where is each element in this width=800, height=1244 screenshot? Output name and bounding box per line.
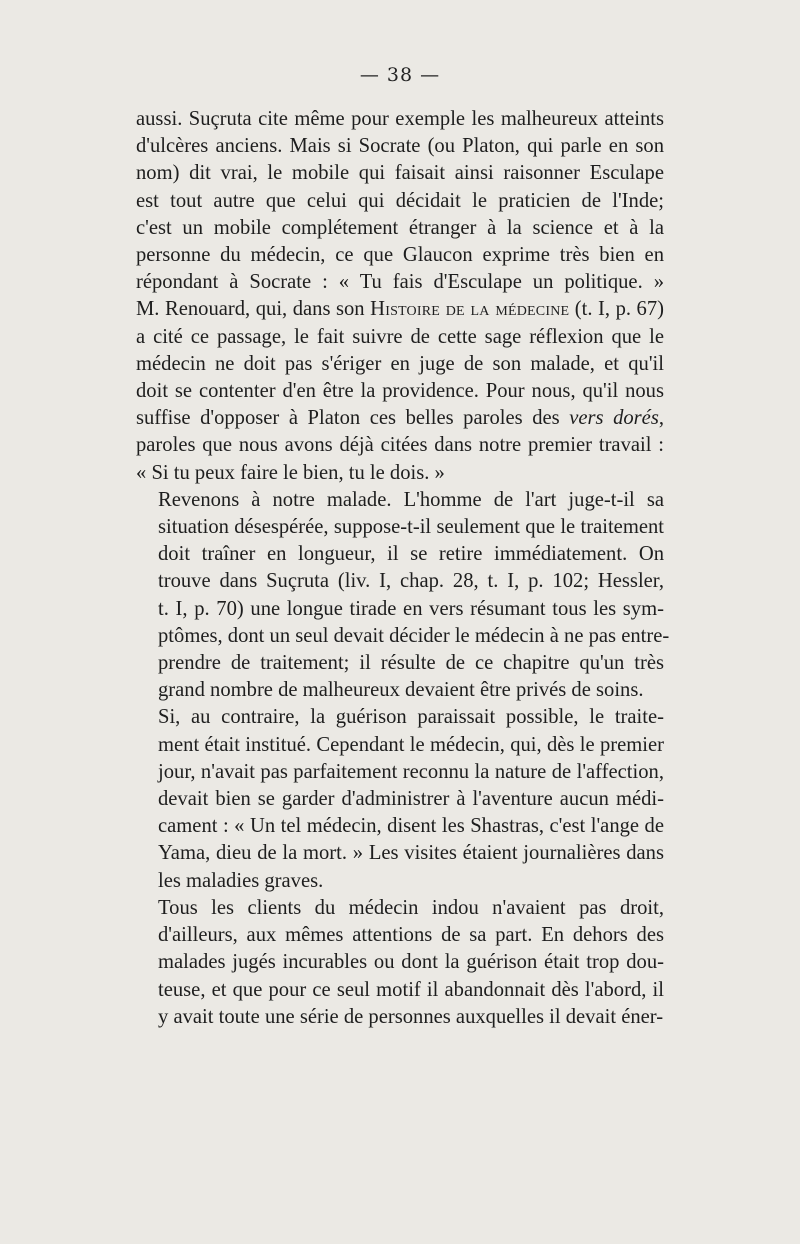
- text-line: répondant à Socrate : « Tu fais d'Esculape un politique. »: [136, 271, 664, 294]
- text-line: ment était institué. Cependant le médecin, qui, dès le premier: [158, 733, 664, 756]
- page-number: — 38 —: [359, 64, 441, 86]
- text-line: Yama, dieu de la mort. » Les visites étaient journalières dans: [158, 842, 664, 865]
- text-line: y avait toute une série de personnes auxquelles il devait éner-: [158, 1005, 664, 1028]
- text-line: c'est un mobile complétement étranger à la science et à la: [136, 216, 664, 239]
- text-line: malades jugés incurables ou dont la guérison était trop dou-: [158, 951, 664, 974]
- text-line: nom) dit vrai, le mobile qui faisait ainsi raisonner Esculape: [136, 162, 664, 185]
- text-line: devait bien se garder d'administrer à l'aventure aucun médi-: [158, 788, 664, 811]
- paragraph: [136, 106, 664, 487]
- text-line: teuse, et que pour ce seul motif il abandonnait dès l'abord, il: [158, 978, 664, 1001]
- text-line: « Si tu peux faire le bien, tu le dois. »: [136, 461, 445, 484]
- text-line: cament : « Un tel médecin, disent les Shastras, c'est l'ange de: [158, 815, 664, 838]
- text-line: Si, au contraire, la guérison paraissait possible, le traite-: [158, 706, 664, 729]
- text-line: jour, n'avait pas parfaitement reconnu la nature de l'affection,: [158, 760, 664, 783]
- body-text: [136, 106, 670, 1031]
- book-title: Histoire de la médecine: [370, 298, 570, 321]
- text-line: est tout autre que celui qui décidait le praticien de l'Inde;: [136, 189, 664, 212]
- text-line: trouve dans Suçruta (liv. I, chap. 28, t. I, p. 102; Hessler,: [158, 570, 664, 593]
- text-line: personne du médecin, ce que Glaucon exprime très bien en: [136, 244, 664, 267]
- text-line: d'ulcères anciens. Mais si Socrate (ou Platon, qui parle en son: [136, 135, 664, 158]
- text-line: M. Renouard, qui, dans son Histoire de la médecine (t. I, p. 67): [136, 298, 665, 321]
- paragraph: [136, 895, 664, 1031]
- text-line: ptômes, dont un seul devait décider le médecin à ne pas entre-: [158, 624, 670, 647]
- text-line: suffise d'opposer à Platon ces belles paroles des vers dorés,: [136, 407, 664, 430]
- text-line: doit se contenter d'en être la providence. Pour nous, qu'il nous: [136, 380, 664, 403]
- text-line: aussi. Suçruta cite même pour exemple les malheureux atteints: [136, 108, 664, 130]
- text-line: Revenons à notre malade. L'homme de l'art juge-t-il sa: [158, 488, 664, 511]
- italic-phrase: vers dorés: [569, 407, 659, 430]
- text-line: a cité ce passage, le fait suivre de cette sage réflexion que le: [136, 325, 664, 348]
- text-line: prendre de traitement; il résulte de ce chapitre qu'un très: [158, 652, 664, 675]
- text-line: t. I, p. 70) une longue tirade en vers résumant tous les sym-: [158, 597, 664, 620]
- text-line: grand nombre de malheureux devaient être privés de soins.: [158, 679, 644, 702]
- text-line: situation désespérée, suppose-t-il seulement que le traitement: [158, 516, 664, 539]
- text-line: doit traîner en longueur, il se retire immédiatement. On: [158, 543, 664, 566]
- paragraph: [136, 487, 670, 705]
- text-line: Tous les clients du médecin indou n'avaient pas droit,: [158, 896, 664, 919]
- text-line: les maladies graves.: [158, 869, 324, 892]
- text-line: d'ailleurs, aux mêmes attentions de sa part. En dehors des: [158, 924, 664, 947]
- text-line: médecin ne doit pas s'ériger en juge de son malade, et qu'il: [136, 352, 664, 375]
- text-line: paroles que nous avons déjà citées dans notre premier travail :: [136, 434, 664, 457]
- paragraph: [136, 704, 664, 894]
